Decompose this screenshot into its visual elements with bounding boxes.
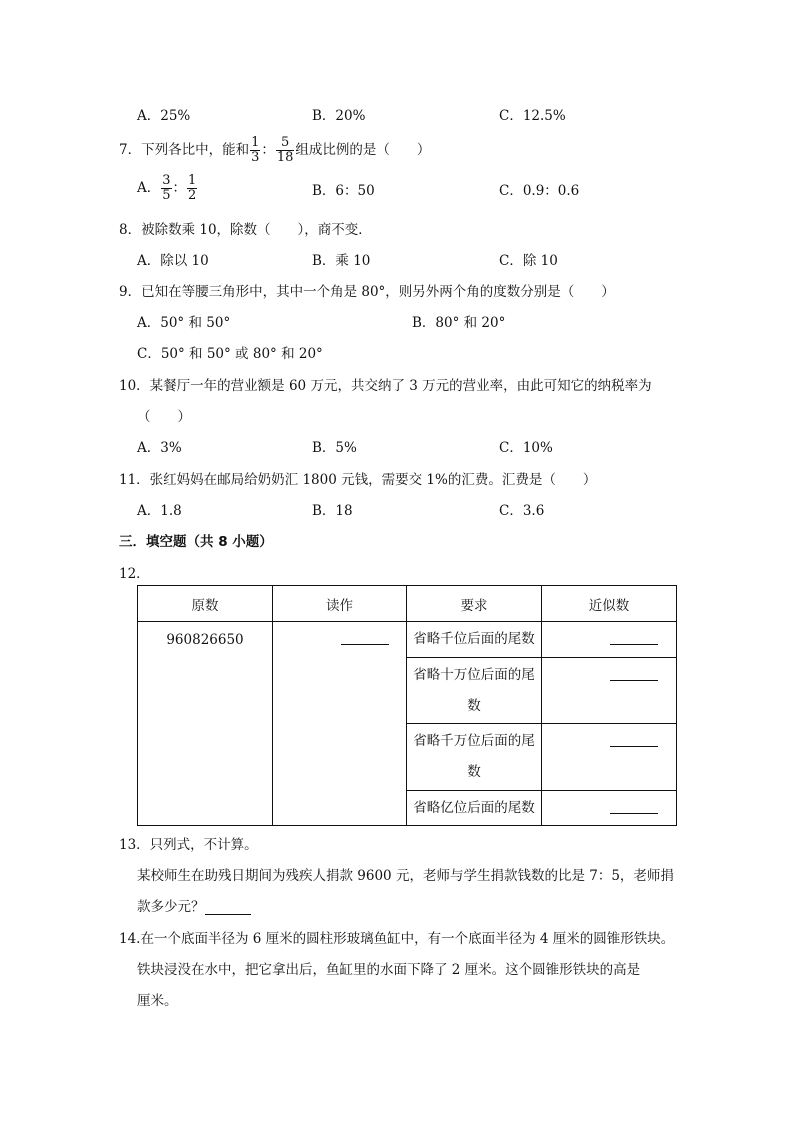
q12-header-requirement: 要求 (407, 586, 542, 622)
q8-stem: 8．被除数乘 10，除数（ ），商不变． (119, 222, 372, 238)
q7-option-b: B．6：50 (312, 183, 375, 199)
q9-stem: 9．已知在等腰三角形中，其中一个角是 80°，则另外两个角的度数分别是（ ） (119, 284, 615, 300)
q11-stem: 11．张红妈妈在邮局给奶奶汇 1800 元钱，需要交 1%的汇费。汇费是（ ） (119, 472, 597, 488)
q9-option-c: C．50° 和 50° 或 80° 和 20° (137, 346, 323, 362)
q12-table (137, 585, 677, 826)
q14-line1: 14.在一个底面半径为 6 厘米的圆柱形玻璃鱼缸中，有一个底面半径为 4 厘米的圆锥形铁块。 (119, 931, 675, 947)
q7-a-fraction-1 (161, 174, 171, 203)
q14-line2: 铁块浸没在水中，把它拿出后，鱼缸里的水面下降了 2 厘米。这个圆锥形铁块的高是 (137, 962, 641, 978)
q12-approx-cell-4 (542, 791, 677, 826)
q7-option-a (137, 174, 198, 203)
q7-option-a-label: A． (137, 180, 161, 196)
q11-option-b: B．18 (312, 503, 353, 519)
q12-approx-cell-3 (542, 724, 677, 791)
q11-option-a: A．1.8 (137, 503, 182, 519)
q7-a-f2-numerator: 1 (188, 173, 197, 188)
q12-approx-blank-4[interactable] (610, 801, 658, 814)
q13-line2 (137, 895, 251, 915)
q13-line1: 某校师生在助残日期间为残疾人捐款 9600 元，老师与学生捐款钱数的比是 7：5，老师捐 (137, 868, 674, 884)
q7-fraction-2 (276, 136, 295, 165)
q12-approx-blank-3[interactable] (610, 734, 658, 747)
q14-line3: 厘米。 (137, 993, 178, 1009)
q7-a-f1-denominator: 5 (162, 188, 171, 203)
q13-answer-blank[interactable] (205, 900, 251, 915)
q12-header-approx: 近似数 (542, 586, 677, 622)
q12-original-number: 960826650 (138, 622, 273, 826)
q10-option-b: B．5% (312, 440, 357, 456)
q6-option-a: A．25% (137, 108, 191, 124)
q8-option-a: A．除以 10 (137, 253, 209, 269)
q7-f1-denominator: 3 (251, 150, 260, 165)
table-row (138, 622, 677, 658)
q8-option-c: C．除 10 (499, 253, 558, 269)
q12-header-original: 原数 (138, 586, 273, 622)
q12-label: 12． (119, 566, 150, 582)
q10-stem: 10．某餐厅一年的营业额是 60 万元，共交纳了 3 万元的营业率，由此可知它的纳税率为 (119, 378, 652, 394)
q10-paren: （ ） (137, 409, 191, 425)
q13-stem: 13．只列式，不计算。 (119, 837, 258, 853)
q12-read-blank[interactable] (341, 632, 389, 645)
q12-approx-cell-1 (542, 622, 677, 658)
q7-suffix: 组成比例的是（ ） (295, 142, 431, 158)
q8-option-b: B．乘 10 (312, 253, 371, 269)
section-title-fill-in: 三．填空题（共 8 小题） (119, 534, 273, 550)
q12-req-ten-million (407, 724, 542, 791)
q7-a-f2-denominator: 2 (188, 188, 197, 203)
q7-a-fraction-2 (187, 174, 197, 203)
q12-read-cell (273, 622, 407, 826)
q7-a-f1-numerator: 3 (162, 173, 171, 188)
q10-option-c: C．10% (499, 440, 553, 456)
q12-req-thousand: 省略千位后面的尾数 (407, 622, 542, 658)
q12-req2-line1: 省略十万位后面的尾 (413, 666, 535, 683)
q12-req2-line2: 数 (467, 697, 481, 714)
q12-req-hundred-million: 省略亿位后面的尾数 (407, 791, 542, 826)
q6-option-c: C．12.5% (499, 108, 566, 124)
q10-option-a: A．3% (137, 440, 182, 456)
q9-option-b: B．80° 和 20° (412, 315, 506, 331)
q12-approx-cell-2 (542, 658, 677, 724)
q13-line2-text: 款多少元？ (137, 899, 205, 915)
q12-table-header (138, 586, 677, 622)
q6-option-b: B．20% (312, 108, 366, 124)
q7-colon: ： (261, 142, 275, 158)
q7-a-colon: ： (172, 180, 187, 196)
q12-approx-blank-2[interactable] (610, 668, 658, 681)
q7-f1-numerator: 1 (251, 135, 260, 150)
q9-option-a: A．50° 和 50° (137, 315, 231, 331)
q7-f2-numerator: 5 (276, 136, 295, 151)
q11-option-c: C．3.6 (499, 503, 545, 519)
q7-prefix: 7．下列各比中，能和 (119, 142, 250, 158)
q7-stem (119, 136, 430, 165)
q7-f2-denominator: 18 (276, 150, 294, 165)
q7-fraction-1 (250, 136, 260, 165)
q12-header-read: 读作 (273, 586, 407, 622)
q12-approx-blank-1[interactable] (610, 632, 658, 645)
q7-option-c: C．0.9：0.6 (499, 183, 580, 199)
q12-req3-line1: 省略千万位后面的尾 (413, 733, 535, 749)
q12-req3-line2: 数 (467, 764, 481, 780)
q12-req-hundred-thousand (407, 658, 542, 724)
